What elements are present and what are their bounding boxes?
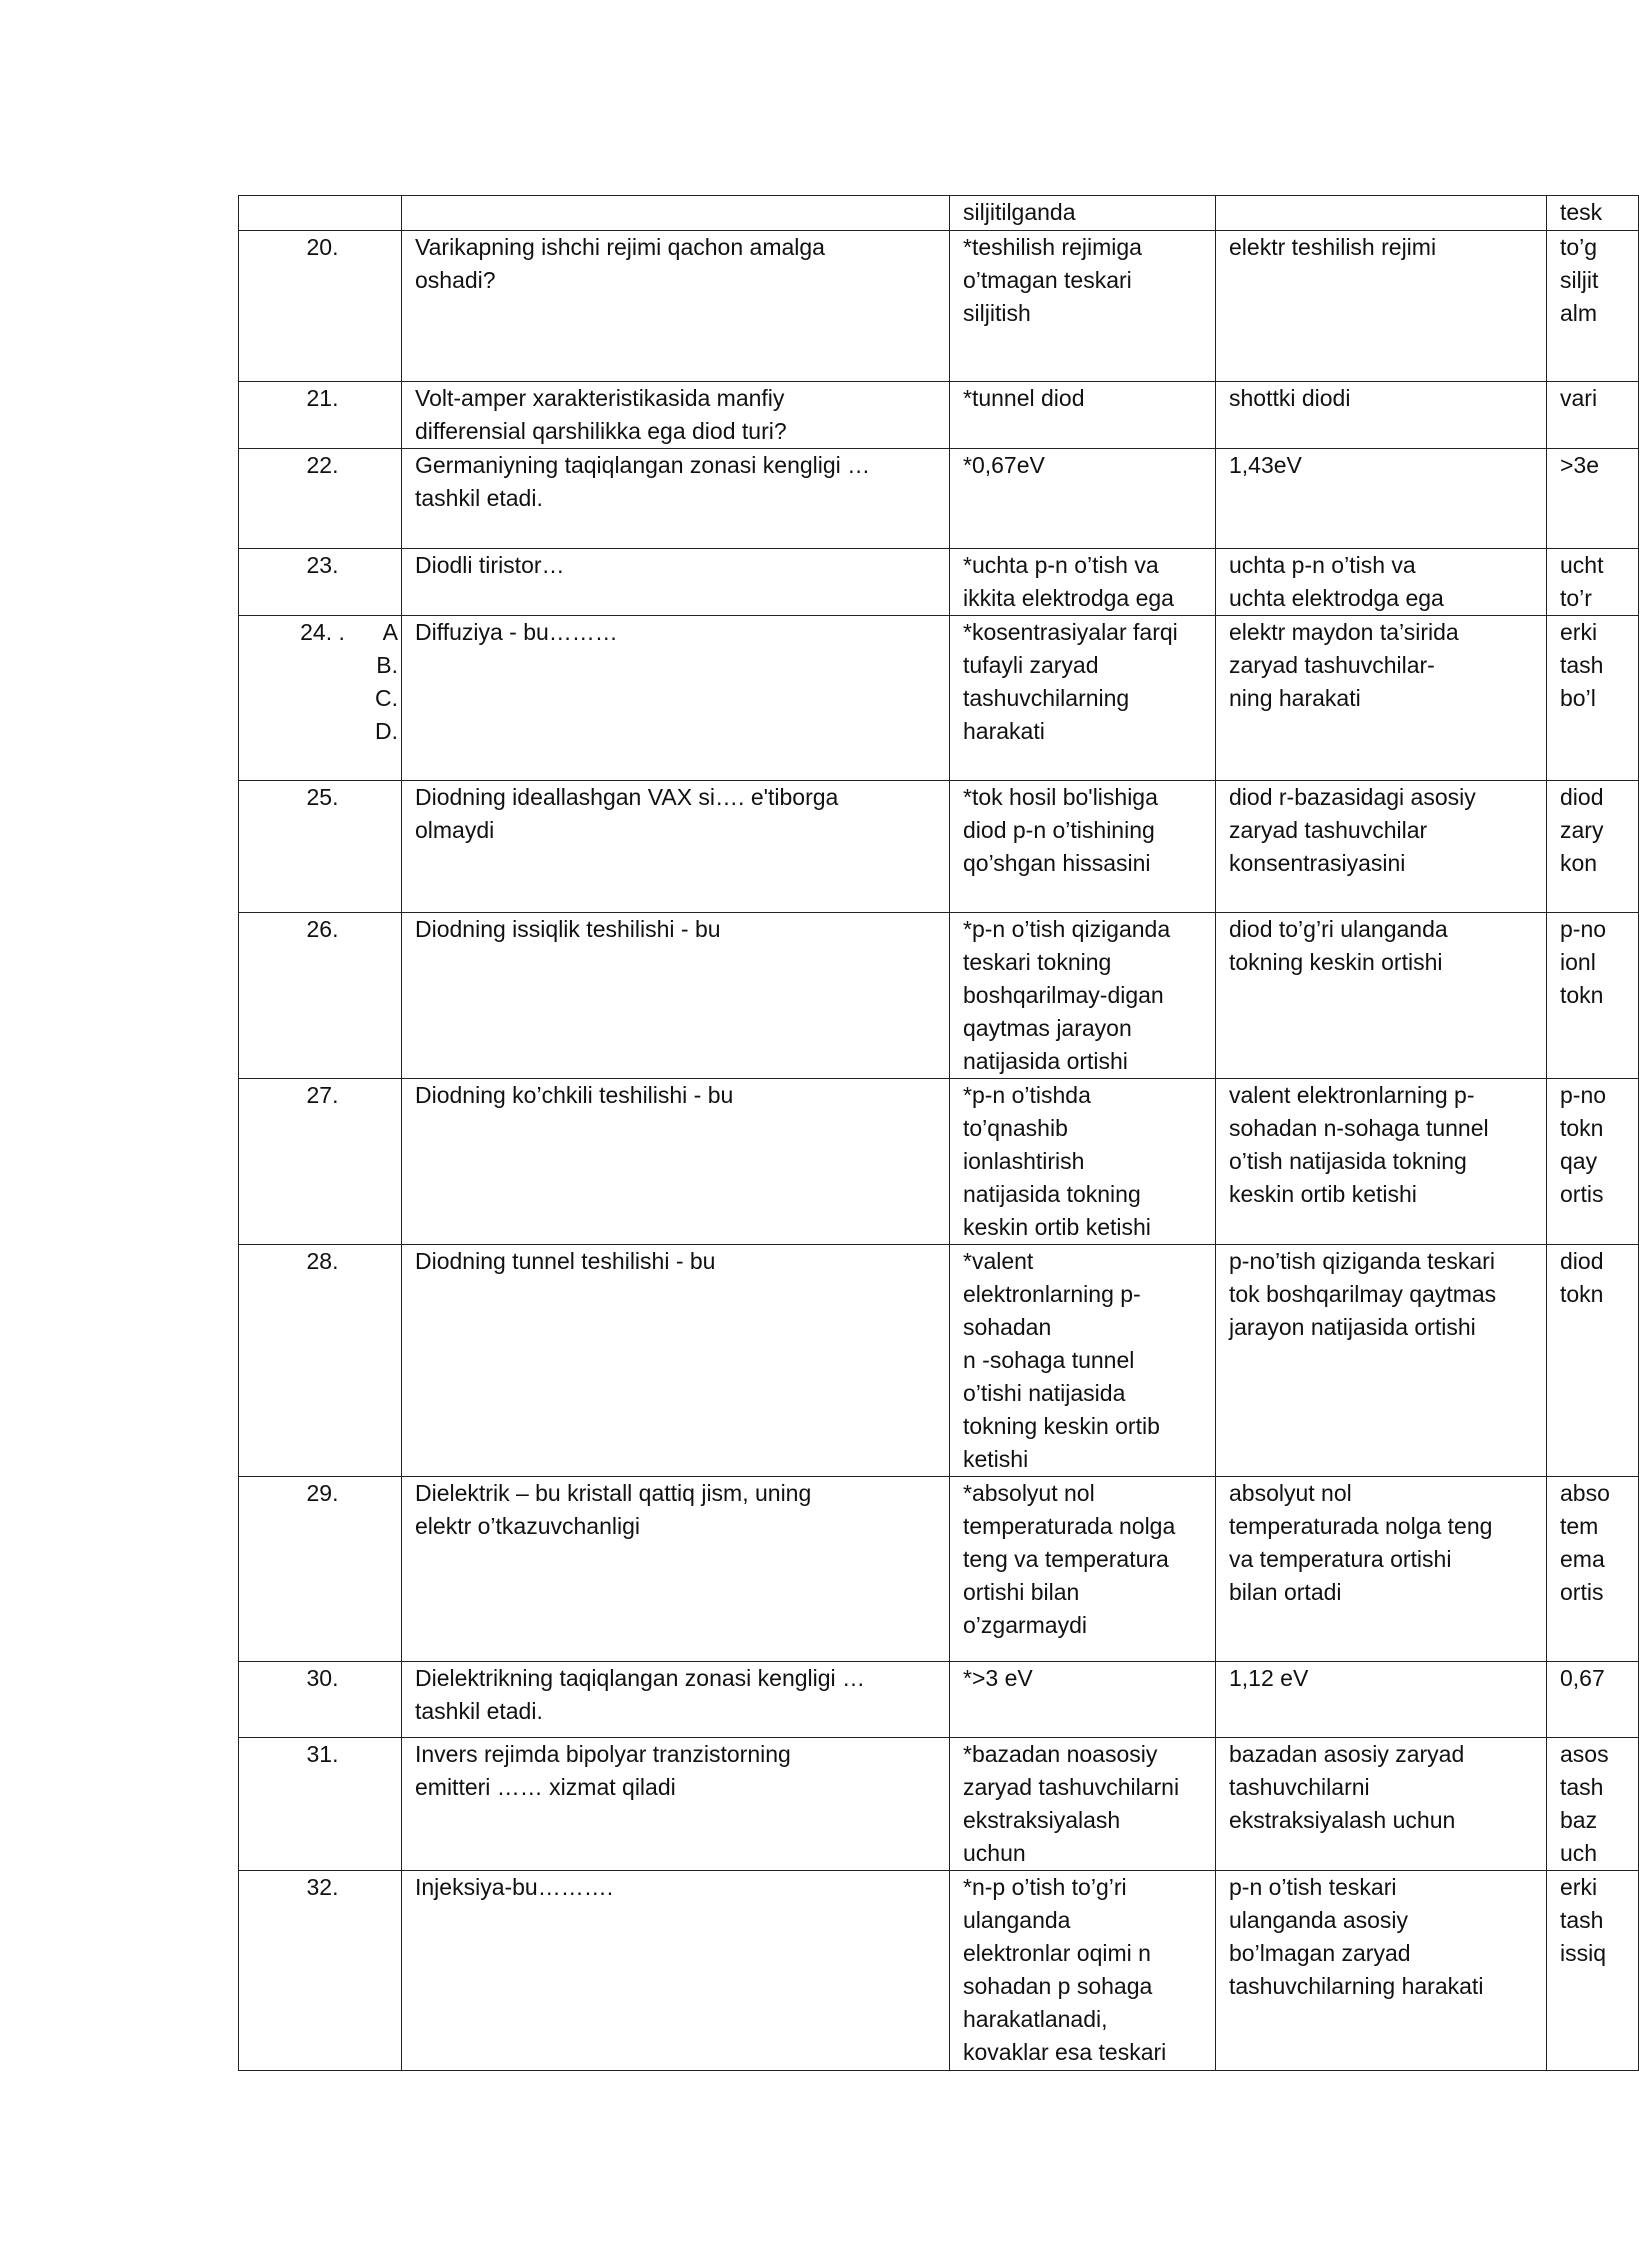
cell-line: *kosentrasiyalar farqi [963, 619, 1178, 645]
cell-line: erki [1560, 619, 1598, 645]
question-number: 22. [306, 452, 339, 478]
cell-line: uchta p-n o’tish va [1229, 552, 1416, 578]
cell-line: tokn [1560, 1281, 1604, 1307]
cell-line: Germaniyning taqiqlangan zonasi kengligi … [415, 452, 871, 478]
cell-line: elektr maydon ta’sirida [1229, 619, 1459, 645]
cell-answer-c [1547, 1245, 1639, 1477]
cell-line: *tunnel diod [963, 385, 1085, 411]
cell-line: ionl [1560, 949, 1596, 975]
cell-line: siljitilganda [963, 199, 1076, 225]
cell-line: ulanganda [963, 1907, 1071, 1933]
cell-number [239, 616, 402, 781]
table-row [239, 549, 1639, 616]
cell-line: ortis [1560, 1181, 1604, 1207]
cell-answer-a [950, 231, 1216, 382]
table-row [239, 1079, 1639, 1245]
cell-line: temperaturada nolga teng [1229, 1513, 1493, 1539]
cell-line: sohadan [963, 1314, 1052, 1340]
option-letter: B. [376, 652, 398, 678]
cell-question [402, 382, 950, 449]
cell-answer-b [1216, 1871, 1547, 2071]
cell-line: Varikapning ishchi rejimi qachon amalga [415, 234, 825, 260]
cell-line: ucht [1560, 552, 1604, 578]
cell-answer-a [950, 1662, 1216, 1738]
cell-line: tufayli zaryad [963, 652, 1099, 678]
cell-answer-b [1216, 449, 1547, 549]
cell-answer-b [1216, 781, 1547, 913]
cell-line: shottki diodi [1229, 385, 1351, 411]
cell-answer-c [1547, 781, 1639, 913]
cell-answer-a [950, 382, 1216, 449]
cell-question [402, 231, 950, 382]
cell-answer-c [1547, 1662, 1639, 1738]
cell-line: abso [1560, 1480, 1610, 1506]
cell-answer-c [1547, 913, 1639, 1079]
cell-answer-a [950, 1871, 1216, 2071]
question-number: 29. [306, 1480, 339, 1506]
cell-answer-c [1547, 1477, 1639, 1662]
cell-line: tash [1560, 1774, 1604, 1800]
cell-number [239, 1662, 402, 1738]
cell-line: elektronlarning p- [963, 1281, 1141, 1307]
cell-line: ikkita elektrodga ega [963, 585, 1174, 611]
cell-line: *0,67eV [963, 452, 1045, 478]
cell-line: ortis [1560, 1579, 1604, 1605]
cell-number [239, 781, 402, 913]
question-number: 30. [306, 1665, 339, 1691]
cell-line: qo’shgan hissasini [963, 850, 1151, 876]
question-number: 28. [306, 1248, 339, 1274]
cell-line: *bazadan noasosiy [963, 1741, 1158, 1767]
table-row [239, 1245, 1639, 1477]
cell-line: harakatlanadi, [963, 2006, 1108, 2032]
cell-question [402, 781, 950, 913]
cell-line: tashuvchilarning harakati [1229, 1973, 1484, 1999]
cell-line: >3e [1560, 452, 1600, 478]
cell-line: diod [1560, 784, 1604, 810]
cell-line: tem [1560, 1513, 1599, 1539]
cell-line: tesk [1560, 199, 1603, 225]
cell-line: baz [1560, 1807, 1598, 1833]
cell-line: n -sohaga tunnel [963, 1347, 1135, 1373]
cell-answer-b [1216, 1079, 1547, 1245]
cell-line: ekstraksiyalash [963, 1807, 1121, 1833]
cell-number [239, 913, 402, 1079]
cell-line: tash [1560, 1907, 1604, 1933]
cell-line: zaryad tashuvchilar [1229, 817, 1428, 843]
cell-line: o’tish natijasida tokning [1229, 1148, 1467, 1174]
cell-line: ortishi bilan [963, 1579, 1080, 1605]
cell-line: ketishi [963, 1446, 1029, 1472]
cell-answer-a [950, 913, 1216, 1079]
cell-line: olmaydi [415, 817, 495, 843]
cell-line: va temperatura ortishi [1229, 1546, 1452, 1572]
cell-question [402, 1871, 950, 2071]
cell-line: jarayon natijasida ortishi [1229, 1314, 1476, 1340]
cell-line: keskin ortib ketishi [1229, 1181, 1417, 1207]
cell-answer-a [950, 1245, 1216, 1477]
cell-line: *teshilish rejimiga [963, 234, 1142, 260]
cell-answer-a [950, 616, 1216, 781]
cell-line: ulanganda asosiy [1229, 1907, 1409, 1933]
cell-number [239, 1738, 402, 1871]
table-row [239, 382, 1639, 449]
cell-line: Diodning ideallashgan VAX si…. e'tiborga [415, 784, 839, 810]
cell-answer-c [1547, 1738, 1639, 1871]
cell-number [239, 1477, 402, 1662]
cell-line: tashkil etadi. [415, 1698, 543, 1724]
cell-line: Invers rejimda bipolyar tranzistorning [415, 1741, 791, 1767]
cell-line: emitteri …… xizmat qiladi [415, 1774, 676, 1800]
cell-line: konsentrasiyasini [1229, 850, 1406, 876]
cell-line: *n-p o’tish to’g’ri [963, 1874, 1127, 1900]
question-number: 31. [306, 1741, 339, 1767]
cell-question [402, 1738, 950, 1871]
cell-line: Dielektrikning taqiqlangan zonasi kengligi … [415, 1665, 866, 1691]
option-letter: D. [375, 718, 398, 744]
cell-line: Diodning ko’chkili teshilishi - bu [415, 1082, 734, 1108]
cell-answer-b [1216, 231, 1547, 382]
questions-table-body [239, 196, 1639, 2071]
question-number: 27. [306, 1082, 339, 1108]
cell-line: issiq [1560, 1940, 1607, 1966]
cell-answer-c [1547, 196, 1639, 231]
cell-line: Diodning tunnel teshilishi - bu [415, 1248, 716, 1274]
table-row [239, 449, 1639, 549]
cell-line: tokn [1560, 982, 1604, 1008]
table-row [239, 1738, 1639, 1871]
cell-line: to’g [1560, 234, 1598, 260]
question-number: 26. [306, 916, 339, 942]
cell-answer-a [950, 196, 1216, 231]
cell-line: differensial qarshilikka ega diod turi? [415, 418, 787, 444]
cell-line: diod to’g’ri ulanganda [1229, 916, 1448, 942]
cell-line: diod r-bazasidagi asosiy [1229, 784, 1476, 810]
cell-answer-b [1216, 382, 1547, 449]
cell-question [402, 549, 950, 616]
cell-line: teskari tokning [963, 949, 1112, 975]
cell-line: uchun [963, 1840, 1026, 1866]
cell-answer-b [1216, 1477, 1547, 1662]
table-row [239, 616, 1639, 781]
cell-line: p-no’tish qiziganda teskari [1229, 1248, 1495, 1274]
cell-line: Injeksiya-bu………. [415, 1874, 614, 1900]
cell-line: Dielektrik – bu kristall qattiq jism, uning [415, 1480, 812, 1506]
cell-line: ekstraksiyalash uchun [1229, 1807, 1456, 1833]
cell-line: ning harakati [1229, 685, 1361, 711]
cell-number [239, 449, 402, 549]
cell-answer-c [1547, 231, 1639, 382]
cell-answer-c [1547, 449, 1639, 549]
cell-answer-a [950, 781, 1216, 913]
question-number: 23. [306, 552, 339, 578]
question-number: 25. [306, 784, 339, 810]
cell-answer-b [1216, 196, 1547, 231]
cell-line: kon [1560, 850, 1598, 876]
cell-line: Volt-amper xarakteristikasida manfiy [415, 385, 785, 411]
cell-number [239, 549, 402, 616]
cell-line: boshqarilmay-digan [963, 982, 1164, 1008]
table-row [239, 1871, 1639, 2071]
cell-answer-b [1216, 549, 1547, 616]
cell-line: o’tmagan teskari [963, 267, 1132, 293]
cell-line: tashuvchilarni [1229, 1774, 1370, 1800]
cell-line: valent elektronlarning p- [1229, 1082, 1475, 1108]
cell-line: sohadan n-sohaga tunnel [1229, 1115, 1489, 1141]
cell-line: p-no [1560, 1082, 1607, 1108]
cell-line: qay [1560, 1148, 1598, 1174]
cell-line: o’tishi natijasida [963, 1380, 1126, 1406]
cell-number [239, 382, 402, 449]
cell-line: tash [1560, 652, 1604, 678]
cell-question [402, 1245, 950, 1477]
question-number: 20. [306, 234, 339, 260]
cell-question [402, 449, 950, 549]
cell-line: *>3 eV [963, 1665, 1033, 1691]
cell-line: bo’l [1560, 685, 1596, 711]
cell-line: tokning keskin ortishi [1229, 949, 1443, 975]
question-number: 32. [306, 1874, 339, 1900]
cell-line: p-n o’tish teskari [1229, 1874, 1397, 1900]
cell-line: siljitish [963, 300, 1031, 326]
cell-line: zary [1560, 817, 1604, 843]
cell-line: tok boshqarilmay qaytmas [1229, 1281, 1497, 1307]
cell-question [402, 616, 950, 781]
cell-answer-a [950, 449, 1216, 549]
cell-line: elektronlar oqimi n [963, 1940, 1151, 1966]
cell-line: zaryad tashuvchilarni [963, 1774, 1180, 1800]
cell-line: siljit [1560, 267, 1599, 293]
cell-answer-c [1547, 616, 1639, 781]
cell-line: bilan ortadi [1229, 1579, 1342, 1605]
cell-line: bazadan asosiy zaryad [1229, 1741, 1465, 1767]
cell-question [402, 1079, 950, 1245]
cell-line: harakati [963, 718, 1045, 744]
cell-line: kovaklar esa teskari [963, 2039, 1167, 2065]
cell-answer-a [950, 1738, 1216, 1871]
cell-line: tokn [1560, 1115, 1604, 1141]
table-row-continuation [239, 196, 1639, 231]
cell-line: *uchta p-n o’tish va [963, 552, 1159, 578]
cell-answer-c [1547, 382, 1639, 449]
cell-line: Diodli tiristor… [415, 552, 565, 578]
cell-answer-b [1216, 913, 1547, 1079]
cell-number [239, 1079, 402, 1245]
cell-number [239, 231, 402, 382]
cell-line: *p-n o’tishda [963, 1082, 1091, 1108]
option-letter: A [382, 619, 398, 645]
cell-number [239, 196, 402, 231]
cell-line: 0,67 [1560, 1665, 1605, 1691]
cell-line: qaytmas jarayon [963, 1015, 1132, 1041]
cell-question [402, 1662, 950, 1738]
cell-line: ionlashtirish [963, 1148, 1085, 1174]
cell-line: absolyut nol [1229, 1480, 1352, 1506]
cell-answer-b [1216, 616, 1547, 781]
table-row [239, 1477, 1639, 1662]
cell-answer-a [950, 549, 1216, 616]
questions-table [238, 195, 1639, 2071]
cell-answer-c [1547, 1871, 1639, 2071]
cell-number [239, 1871, 402, 2071]
cell-answer-c [1547, 1079, 1639, 1245]
cell-line: temperaturada nolga [963, 1513, 1176, 1539]
cell-line: asos [1560, 1741, 1609, 1767]
cell-line: elektr o’tkazuvchanligi [415, 1513, 641, 1539]
cell-line: p-no [1560, 916, 1607, 942]
cell-line: zaryad tashuvchilar- [1229, 652, 1435, 678]
cell-line: to’r [1560, 585, 1592, 611]
cell-line: erki [1560, 1874, 1598, 1900]
cell-line: vari [1560, 385, 1598, 411]
question-number: 24. . [300, 619, 345, 645]
cell-line: 1,12 eV [1229, 1665, 1309, 1691]
cell-line: *absolyut nol [963, 1480, 1095, 1506]
cell-line: oshadi? [415, 267, 496, 293]
table-row [239, 231, 1639, 382]
cell-answer-b [1216, 1662, 1547, 1738]
cell-line: tashkil etadi. [415, 485, 543, 511]
cell-question [402, 1477, 950, 1662]
question-number: 21. [306, 385, 339, 411]
cell-line: tashuvchilarning [963, 685, 1130, 711]
cell-line: *tok hosil bo'lishiga [963, 784, 1158, 810]
table-row [239, 1662, 1639, 1738]
cell-question [402, 913, 950, 1079]
cell-line: uchta elektrodga ega [1229, 585, 1444, 611]
cell-line: sohadan p sohaga [963, 1973, 1153, 1999]
cell-line: elektr teshilish rejimi [1229, 234, 1437, 260]
cell-line: 1,43eV [1229, 452, 1302, 478]
cell-line: teng va temperatura [963, 1546, 1169, 1572]
cell-answer-b [1216, 1738, 1547, 1871]
cell-line: natijasida tokning [963, 1181, 1141, 1207]
cell-line: o’zgarmaydi [963, 1612, 1087, 1638]
cell-line: *valent [963, 1248, 1034, 1274]
cell-answer-a [950, 1079, 1216, 1245]
table-row [239, 781, 1639, 913]
cell-answer-a [950, 1477, 1216, 1662]
cell-line: alm [1560, 300, 1598, 326]
cell-line: tokning keskin ortib [963, 1413, 1160, 1439]
cell-question [402, 196, 950, 231]
cell-line: bo’lmagan zaryad [1229, 1940, 1411, 1966]
cell-line: to’qnashib [963, 1115, 1068, 1141]
cell-line: keskin ortib ketishi [963, 1214, 1151, 1240]
cell-line: natijasida ortishi [963, 1048, 1128, 1074]
cell-number [239, 1245, 402, 1477]
cell-line: Diodning issiqlik teshilishi - bu [415, 916, 721, 942]
cell-line: diod p-n o’tishining [963, 817, 1155, 843]
cell-line: *p-n o’tish qiziganda [963, 916, 1171, 942]
cell-line: uch [1560, 1840, 1598, 1866]
cell-answer-c [1547, 549, 1639, 616]
cell-line: Diffuziya - bu……… [415, 619, 618, 645]
option-letter: C. [375, 685, 398, 711]
cell-answer-b [1216, 1245, 1547, 1477]
cell-line: diod [1560, 1248, 1604, 1274]
table-row [239, 913, 1639, 1079]
cell-line: ema [1560, 1546, 1605, 1572]
